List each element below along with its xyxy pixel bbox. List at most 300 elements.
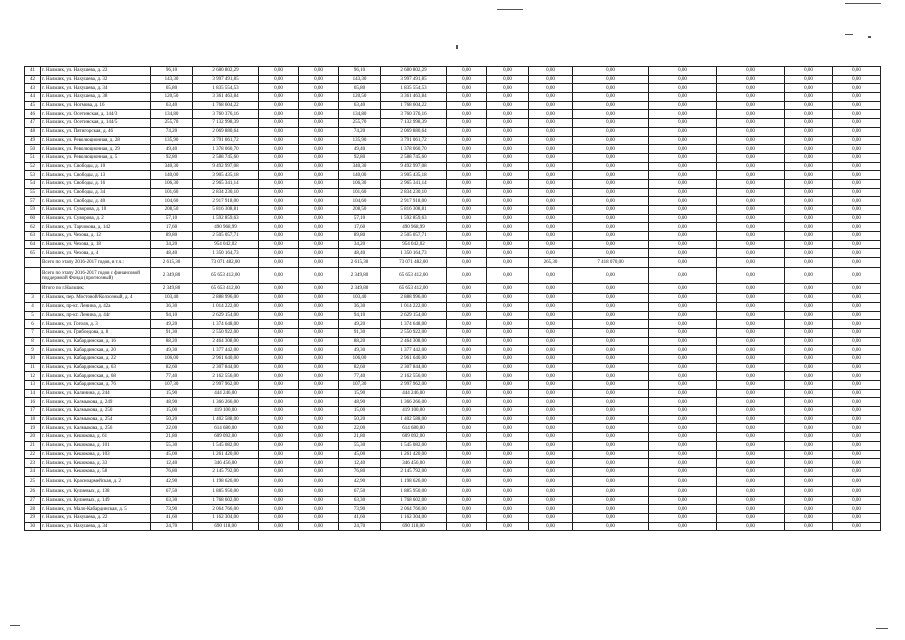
value-cell: 419 100,00 xyxy=(381,407,447,416)
row-number: 50 xyxy=(25,145,41,154)
value-cell: 2 888 996,00 xyxy=(381,294,447,303)
value-cell: 0,00 xyxy=(573,188,649,197)
value-cell: 0,00 xyxy=(259,522,299,531)
value-cell: 0,00 xyxy=(259,284,299,294)
value-cell: 49,30 xyxy=(151,346,193,355)
row-number: 52 xyxy=(25,162,41,171)
value-cell: 0,00 xyxy=(529,346,573,355)
value-cell: 0,00 xyxy=(259,145,299,154)
value-cell: 0,00 xyxy=(259,433,299,442)
value-cell: 0,00 xyxy=(573,381,649,390)
value-cell: 0,00 xyxy=(833,363,881,372)
housing-program-table xyxy=(24,66,881,531)
value-cell: 49,20 xyxy=(339,320,381,329)
value-cell: 5 816 308,81 xyxy=(193,206,259,215)
value-cell: 0,00 xyxy=(529,328,573,337)
value-cell: 0,00 xyxy=(649,346,717,355)
value-cell: 0,00 xyxy=(487,75,529,84)
value-cell: 0,00 xyxy=(259,268,299,284)
value-cell: 106,30 xyxy=(151,179,193,188)
value-cell: 0,00 xyxy=(487,398,529,407)
value-cell: 0,00 xyxy=(487,119,529,128)
value-cell: 0,00 xyxy=(299,328,339,337)
value-cell: 0,00 xyxy=(447,67,487,76)
scan-mark xyxy=(456,45,458,49)
value-cell: 0,00 xyxy=(833,110,881,119)
value-cell: 0,00 xyxy=(487,67,529,76)
value-cell: 0,00 xyxy=(447,258,487,268)
value-cell: 0,00 xyxy=(785,407,833,416)
value-cell: 0,00 xyxy=(717,268,785,284)
value-cell: 0,00 xyxy=(717,127,785,136)
value-cell: 107,30 xyxy=(151,381,193,390)
value-cell: 1 768 604,22 xyxy=(193,101,259,110)
value-cell: 49,40 xyxy=(151,145,193,154)
value-cell: 2 961 640,00 xyxy=(193,354,259,363)
value-cell: 1 162 304,00 xyxy=(381,513,447,522)
value-cell: 0,00 xyxy=(573,363,649,372)
value-cell: 0,00 xyxy=(649,197,717,206)
value-cell: 0,00 xyxy=(649,268,717,284)
value-cell: 0,00 xyxy=(833,486,881,496)
row-number: 19 xyxy=(25,424,41,433)
value-cell: 15,00 xyxy=(151,407,193,416)
value-cell: 0,00 xyxy=(649,337,717,346)
address-cell: г. Нальчик, ул. Калинина, д. 244 xyxy=(41,389,151,398)
value-cell: 0,00 xyxy=(649,206,717,215)
value-cell: 0,00 xyxy=(785,441,833,450)
address-cell: г. Нальчик, ул. Революционная, д. 28 xyxy=(41,136,151,145)
value-cell: 0,00 xyxy=(447,450,487,459)
value-cell: 1 402 588,00 xyxy=(381,415,447,424)
value-cell: 0,00 xyxy=(487,320,529,329)
value-cell: 0,00 xyxy=(717,381,785,390)
value-cell: 0,00 xyxy=(529,441,573,450)
value-cell: 101,60 xyxy=(339,188,381,197)
value-cell: 67,50 xyxy=(151,486,193,496)
value-cell: 2 349,80 xyxy=(339,268,381,284)
value-cell: 0,00 xyxy=(259,188,299,197)
value-cell: 0,00 xyxy=(299,240,339,249)
value-cell: 0,00 xyxy=(487,467,529,476)
value-cell: 0,00 xyxy=(259,381,299,390)
value-cell: 0,00 xyxy=(785,346,833,355)
row-number: 11 xyxy=(25,363,41,372)
value-cell: 0,00 xyxy=(299,467,339,476)
table-row xyxy=(25,354,881,363)
value-cell: 0,00 xyxy=(833,206,881,215)
row-number: 57 xyxy=(25,197,41,206)
value-cell: 0,00 xyxy=(259,513,299,522)
value-cell: 0,00 xyxy=(259,415,299,424)
value-cell: 0,00 xyxy=(833,302,881,311)
address-cell: г. Нальчик, ул. Красноармейская, д. 2 xyxy=(41,476,151,486)
value-cell: 0,00 xyxy=(649,398,717,407)
value-cell: 0,00 xyxy=(487,372,529,381)
value-cell: 0,00 xyxy=(447,389,487,398)
row-number: 49 xyxy=(25,136,41,145)
row-number: 12 xyxy=(25,372,41,381)
address-cell: г. Нальчик, ул. Кешокова, д. 103 xyxy=(41,450,151,459)
value-cell: 0,00 xyxy=(447,197,487,206)
value-cell: 0,00 xyxy=(717,171,785,180)
value-cell: 0,00 xyxy=(299,459,339,468)
value-cell: 0,00 xyxy=(649,101,717,110)
value-cell: 0,00 xyxy=(573,110,649,119)
value-cell: 3 361 463,84 xyxy=(193,93,259,102)
value-cell: 0,00 xyxy=(649,119,717,128)
value-cell: 0,00 xyxy=(487,407,529,416)
value-cell: 0,00 xyxy=(649,467,717,476)
value-cell: 0,00 xyxy=(447,328,487,337)
value-cell: 0,00 xyxy=(649,136,717,145)
value-cell: 0,00 xyxy=(833,505,881,514)
value-cell: 954 042,02 xyxy=(381,240,447,249)
value-cell: 0,00 xyxy=(833,441,881,450)
value-cell: 3 905 435,18 xyxy=(193,171,259,180)
value-cell: 0,00 xyxy=(529,232,573,241)
value-cell: 0,00 xyxy=(447,110,487,119)
address-cell: г. Нальчик, ул. Суворова, д. 10 xyxy=(41,206,151,215)
value-cell: 1 378 060,70 xyxy=(193,145,259,154)
address-cell: г. Нальчик, ул. Нахушева, д. 34 xyxy=(41,84,151,93)
value-cell: 0,00 xyxy=(259,75,299,84)
address-cell: г. Нальчик, ул. Нахушева, д. 34 xyxy=(41,522,151,531)
value-cell: 0,00 xyxy=(529,110,573,119)
value-cell: 0,00 xyxy=(447,162,487,171)
value-cell: 0,00 xyxy=(573,496,649,505)
value-cell: 0,00 xyxy=(717,84,785,93)
value-cell: 1 198 626,00 xyxy=(381,476,447,486)
value-cell: 73,90 xyxy=(339,505,381,514)
value-cell: 2 145 792,00 xyxy=(381,467,447,476)
value-cell: 1 768 602,00 xyxy=(193,496,259,505)
value-cell: 0,00 xyxy=(573,93,649,102)
value-cell: 0,00 xyxy=(487,337,529,346)
value-cell: 49,40 xyxy=(339,145,381,154)
value-cell: 0,00 xyxy=(573,505,649,514)
address-cell: г. Нальчик, ул. Нахушева, д. 32 xyxy=(41,75,151,84)
value-cell: 3 997 491,85 xyxy=(193,75,259,84)
value-cell: 0,00 xyxy=(833,214,881,223)
value-cell: 73 071 482,00 xyxy=(381,258,447,268)
value-cell: 0,00 xyxy=(299,311,339,320)
value-cell: 0,00 xyxy=(649,311,717,320)
value-cell: 0,00 xyxy=(785,450,833,459)
address-cell: г. Нальчик, ул. Кешокова, д. 101 xyxy=(41,441,151,450)
value-cell: 0,00 xyxy=(299,197,339,206)
value-cell: 0,00 xyxy=(447,127,487,136)
value-cell: 17,60 xyxy=(339,223,381,232)
value-cell: 92,80 xyxy=(339,153,381,162)
value-cell: 0,00 xyxy=(717,424,785,433)
value-cell: 0,00 xyxy=(529,101,573,110)
value-cell: 0,00 xyxy=(487,188,529,197)
value-cell: 0,00 xyxy=(717,354,785,363)
value-cell: 0,00 xyxy=(649,145,717,154)
value-cell: 0,00 xyxy=(529,127,573,136)
value-cell: 0,00 xyxy=(573,136,649,145)
value-cell: 0,00 xyxy=(717,75,785,84)
value-cell: 0,00 xyxy=(785,223,833,232)
row-number: 64 xyxy=(25,240,41,249)
value-cell: 0,00 xyxy=(447,372,487,381)
address-cell: г. Нальчик, пр-кт. Ленина, д. 44г xyxy=(41,311,151,320)
value-cell: 0,00 xyxy=(717,162,785,171)
value-cell: 65,80 xyxy=(151,84,193,93)
value-cell: 0,00 xyxy=(447,119,487,128)
value-cell: 0,00 xyxy=(573,179,649,188)
value-cell: 134,80 xyxy=(151,110,193,119)
row-number xyxy=(25,258,41,268)
address-cell: Всего по этапу 2016-2017 годов с финансовой поддержкой Фонда (прогнозный) xyxy=(41,268,151,284)
value-cell: 2 307 844,00 xyxy=(193,363,259,372)
address-cell: г. Нальчик, ул. Осетинская, д. 144/5 xyxy=(41,119,151,128)
value-cell: 0,00 xyxy=(259,214,299,223)
value-cell: 0,00 xyxy=(649,486,717,496)
value-cell: 0,00 xyxy=(573,433,649,442)
value-cell: 0,00 xyxy=(259,240,299,249)
value-cell: 0,00 xyxy=(833,337,881,346)
value-cell: 0,00 xyxy=(649,258,717,268)
value-cell: 0,00 xyxy=(717,346,785,355)
value-cell: 0,00 xyxy=(649,249,717,258)
address-cell: г. Нальчик, ул. Кабардинская, д. 16 xyxy=(41,337,151,346)
value-cell: 0,00 xyxy=(573,450,649,459)
value-cell: 0,00 xyxy=(833,415,881,424)
value-cell: 0,00 xyxy=(785,311,833,320)
value-cell: 0,00 xyxy=(299,101,339,110)
value-cell: 0,00 xyxy=(299,354,339,363)
value-cell: 0,00 xyxy=(833,223,881,232)
value-cell: 0,00 xyxy=(717,119,785,128)
table-row xyxy=(25,110,881,119)
value-cell: 2 349,80 xyxy=(339,284,381,294)
value-cell: 2 069 880,64 xyxy=(381,127,447,136)
value-cell: 0,00 xyxy=(529,294,573,303)
value-cell: 0,00 xyxy=(573,311,649,320)
value-cell: 0,00 xyxy=(717,415,785,424)
value-cell: 2 629 154,00 xyxy=(381,311,447,320)
value-cell: 0,00 xyxy=(299,415,339,424)
value-cell: 0,00 xyxy=(299,110,339,119)
value-cell: 0,00 xyxy=(529,407,573,416)
value-cell: 0,00 xyxy=(487,459,529,468)
value-cell: 42,90 xyxy=(151,476,193,486)
table-row xyxy=(25,214,881,223)
value-cell: 0,00 xyxy=(447,354,487,363)
value-cell: 3 760 376,16 xyxy=(193,110,259,119)
value-cell: 50,20 xyxy=(151,415,193,424)
table-row xyxy=(25,206,881,215)
value-cell: 0,00 xyxy=(573,206,649,215)
table-row xyxy=(25,93,881,102)
value-cell: 0,00 xyxy=(529,354,573,363)
table-row xyxy=(25,441,881,450)
value-cell: 1 378 060,70 xyxy=(381,145,447,154)
value-cell: 0,00 xyxy=(487,505,529,514)
value-cell: 0,00 xyxy=(573,389,649,398)
value-cell: 1 350 164,73 xyxy=(381,249,447,258)
value-cell: 0,00 xyxy=(785,258,833,268)
value-cell: 0,00 xyxy=(259,337,299,346)
row-number: 7 xyxy=(25,328,41,337)
table-row xyxy=(25,522,881,531)
value-cell: 0,00 xyxy=(447,363,487,372)
value-cell: 0,00 xyxy=(299,127,339,136)
value-cell: 1 835 554,53 xyxy=(193,84,259,93)
scan-mark xyxy=(868,36,871,38)
value-cell: 0,00 xyxy=(299,145,339,154)
value-cell: 0,00 xyxy=(785,84,833,93)
value-cell: 104,60 xyxy=(339,197,381,206)
value-cell: 0,00 xyxy=(487,232,529,241)
scan-mark xyxy=(845,3,881,4)
value-cell: 444 246,00 xyxy=(381,389,447,398)
table-row xyxy=(25,320,881,329)
address-cell: г. Нальчик, ул. Свободы, д. 16 xyxy=(41,179,151,188)
value-cell: 0,00 xyxy=(259,136,299,145)
value-cell: 45,00 xyxy=(339,450,381,459)
value-cell: 0,00 xyxy=(573,476,649,486)
address-cell: г. Нальчик, ул. Кабардинская, д. 68 xyxy=(41,372,151,381)
value-cell: 0,00 xyxy=(447,232,487,241)
value-cell: 3 791 061,72 xyxy=(193,136,259,145)
value-cell: 0,00 xyxy=(447,223,487,232)
value-cell: 41,60 xyxy=(151,513,193,522)
value-cell: 0,00 xyxy=(487,311,529,320)
value-cell: 0,00 xyxy=(529,337,573,346)
row-number: 25 xyxy=(25,476,41,486)
value-cell: 0,00 xyxy=(649,67,717,76)
value-cell: 0,00 xyxy=(649,284,717,294)
value-cell: 91,30 xyxy=(339,328,381,337)
value-cell: 48,90 xyxy=(151,398,193,407)
value-cell: 48,40 xyxy=(339,249,381,258)
value-cell: 0,00 xyxy=(573,320,649,329)
value-cell: 0,00 xyxy=(785,459,833,468)
value-cell: 0,00 xyxy=(785,197,833,206)
value-cell: 0,00 xyxy=(649,476,717,486)
row-number: 21 xyxy=(25,441,41,450)
value-cell: 0,00 xyxy=(259,84,299,93)
value-cell: 1 014 222,00 xyxy=(193,302,259,311)
row-number: 44 xyxy=(25,93,41,102)
value-cell: 0,00 xyxy=(529,311,573,320)
value-cell: 0,00 xyxy=(529,496,573,505)
table-row xyxy=(25,486,881,496)
value-cell: 0,00 xyxy=(447,268,487,284)
value-cell: 1 162 304,00 xyxy=(193,513,259,522)
value-cell: 0,00 xyxy=(447,294,487,303)
value-cell: 96,10 xyxy=(339,67,381,76)
value-cell: 0,00 xyxy=(447,337,487,346)
table-row xyxy=(25,363,881,372)
value-cell: 0,00 xyxy=(649,171,717,180)
value-cell: 0,00 xyxy=(649,441,717,450)
value-cell: 63,30 xyxy=(339,496,381,505)
value-cell: 0,00 xyxy=(259,311,299,320)
value-cell: 1 377 442,00 xyxy=(381,346,447,355)
value-cell: 2 349,80 xyxy=(151,284,193,294)
value-cell: 0,00 xyxy=(717,337,785,346)
value-cell: 340,30 xyxy=(151,162,193,171)
address-cell: Всего по этапу 2016-2017 годов, в т.ч.: xyxy=(41,258,151,268)
value-cell: 0,00 xyxy=(447,476,487,486)
value-cell: 0,00 xyxy=(833,162,881,171)
value-cell: 57,10 xyxy=(151,214,193,223)
value-cell: 0,00 xyxy=(785,496,833,505)
value-cell: 0,00 xyxy=(573,127,649,136)
value-cell: 0,00 xyxy=(833,496,881,505)
value-cell: 1 402 588,00 xyxy=(193,415,259,424)
value-cell: 0,00 xyxy=(487,346,529,355)
row-number: 60 xyxy=(25,214,41,223)
value-cell: 0,00 xyxy=(299,302,339,311)
value-cell: 0,00 xyxy=(447,136,487,145)
value-cell: 0,00 xyxy=(299,249,339,258)
value-cell: 0,00 xyxy=(785,249,833,258)
value-cell: 0,00 xyxy=(573,415,649,424)
value-cell: 0,00 xyxy=(447,415,487,424)
value-cell: 0,00 xyxy=(487,162,529,171)
value-cell: 609 092,00 xyxy=(193,433,259,442)
value-cell: 0,00 xyxy=(785,424,833,433)
table-row xyxy=(25,467,881,476)
value-cell: 0,00 xyxy=(649,389,717,398)
value-cell: 1 592 859,63 xyxy=(193,214,259,223)
value-cell: 0,00 xyxy=(299,346,339,355)
value-cell: 0,00 xyxy=(529,171,573,180)
value-cell: 63,30 xyxy=(151,496,193,505)
value-cell: 0,00 xyxy=(833,467,881,476)
value-cell: 0,00 xyxy=(717,486,785,496)
value-cell: 9 492 997,08 xyxy=(193,162,259,171)
value-cell: 2 550 922,00 xyxy=(193,328,259,337)
row-number: 24 xyxy=(25,467,41,476)
value-cell: 88,20 xyxy=(151,337,193,346)
value-cell: 0,00 xyxy=(785,268,833,284)
value-cell: 0,00 xyxy=(259,101,299,110)
value-cell: 2 505 057,71 xyxy=(193,232,259,241)
value-cell: 0,00 xyxy=(259,320,299,329)
value-cell: 0,00 xyxy=(833,93,881,102)
address-cell: г. Нальчик, ул. Кешокова, д. 61 xyxy=(41,433,151,442)
value-cell: 0,00 xyxy=(785,372,833,381)
value-cell: 2 145 792,00 xyxy=(193,467,259,476)
table-row xyxy=(25,258,881,268)
value-cell: 0,00 xyxy=(299,268,339,284)
table-row xyxy=(25,249,881,258)
value-cell: 103,40 xyxy=(339,294,381,303)
value-cell: 0,00 xyxy=(299,179,339,188)
value-cell: 2 162 556,00 xyxy=(193,372,259,381)
value-cell: 0,00 xyxy=(529,284,573,294)
value-cell: 255,70 xyxy=(339,119,381,128)
value-cell: 0,00 xyxy=(299,398,339,407)
value-cell: 0,00 xyxy=(299,320,339,329)
value-cell: 0,00 xyxy=(717,505,785,514)
value-cell: 82,60 xyxy=(339,363,381,372)
value-cell: 2 588 745,60 xyxy=(193,153,259,162)
value-cell: 2 464 308,00 xyxy=(193,337,259,346)
value-cell: 0,00 xyxy=(717,476,785,486)
value-cell: 0,00 xyxy=(299,513,339,522)
address-cell: г. Нальчик, ул. Кулиевых, д. 149 xyxy=(41,496,151,505)
value-cell: 0,00 xyxy=(785,171,833,180)
value-cell: 89,80 xyxy=(151,232,193,241)
value-cell: 0,00 xyxy=(833,249,881,258)
